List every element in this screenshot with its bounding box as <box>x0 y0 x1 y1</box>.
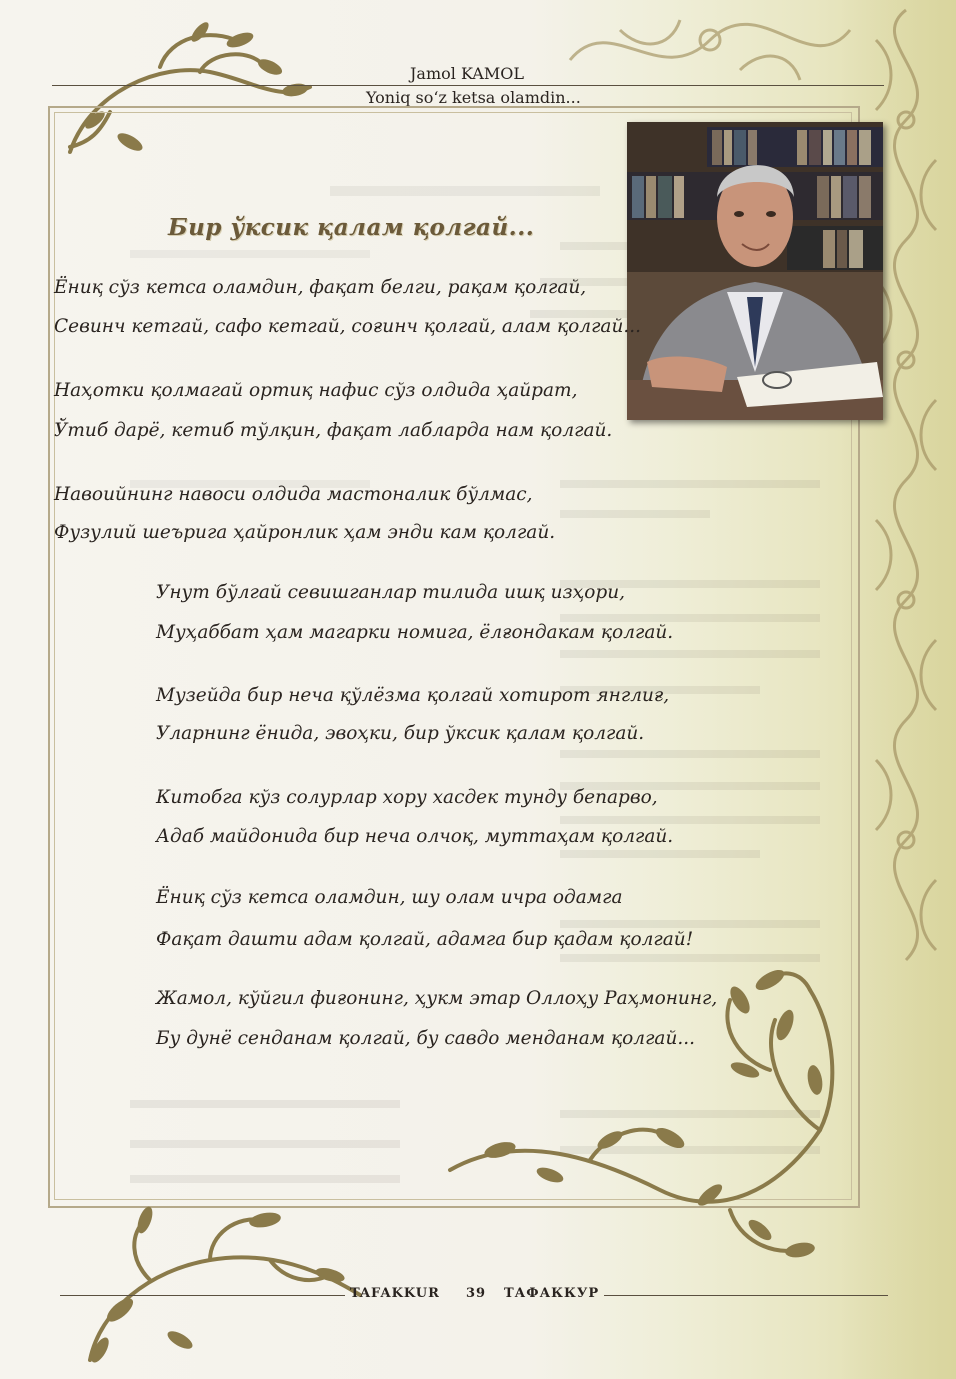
poem-line: Муҳаббат ҳам магарки номига, ёлғондакам қолгай. <box>156 622 674 643</box>
footer-rule-left <box>60 1295 345 1296</box>
footer-magazine-latin: TAFAKKUR <box>350 1286 440 1301</box>
poem-line: Музейда бир неча қўлёзма қолгай хотирот янглиғ, <box>156 685 670 706</box>
poem-line: Наҳотки қолмагай ортиқ нафис сўз олдида ҳайрат, <box>54 380 578 401</box>
poem-line: Уларнинг ёнида, эвоҳки, бир ўксик қалам қолгай. <box>156 723 645 744</box>
poem-line: Адаб майдонида бир неча олчоқ, муттаҳам қолгай. <box>156 826 674 847</box>
poem-line: Бу дунё сенданам қолгай, бу савдо менданам қолгай... <box>156 1028 696 1049</box>
floral-ornament-bottom-left <box>70 1200 370 1375</box>
poem-title: Бир ўксик қалам қолгай... <box>168 214 535 241</box>
poem-line: Унут бўлгай севишганлар тилида ишқ изҳори, <box>156 582 626 603</box>
poem-line: Севинч кетгай, сафо кетгай, соғинч қолгай, алам қолгай... <box>54 316 642 337</box>
poem-line: Ёниқ сўз кетса оламдин, шу олам ичра одамга <box>156 887 623 908</box>
poem-line: Навоийнинг навоси олдида мастоналик бўлмас, <box>54 484 533 505</box>
damask-top-ornament <box>560 0 860 110</box>
author-portrait-photo <box>627 122 883 420</box>
page-number: 39 <box>466 1286 487 1301</box>
footer-rule-right <box>604 1295 888 1296</box>
portrait-photo-icon <box>627 122 883 420</box>
poem-line: Ўтиб дарё, кетиб тўлқин, фақат лабларда нам қолгай. <box>54 420 613 441</box>
poem-line: Жамол, кўйгил фиғонинг, ҳукм этар Оллоҳу Раҳмонинг, <box>156 988 718 1009</box>
poem-line: Китобга кўз солурлар хору хасдек тунду бепарво, <box>156 787 658 808</box>
poem-line: Фақат дашти адам қолгай, адамга бир қадам қолгай! <box>156 929 694 950</box>
floral-ornament-bottom-right <box>440 960 850 1270</box>
header-rule <box>52 85 884 86</box>
poem-line: Ёниқ сўз кетса оламдин, фақат белги, рақам қолгай, <box>54 277 587 298</box>
poem-line: Фузулий шеърига ҳайронлик ҳам энди кам қолгай. <box>54 522 556 543</box>
footer-magazine-cyrillic: ТАФАККУР <box>504 1286 600 1301</box>
header-author: Jamol KAMOL <box>410 64 524 83</box>
header-title: Yoniq so‘z ketsa olamdin... <box>366 88 581 107</box>
